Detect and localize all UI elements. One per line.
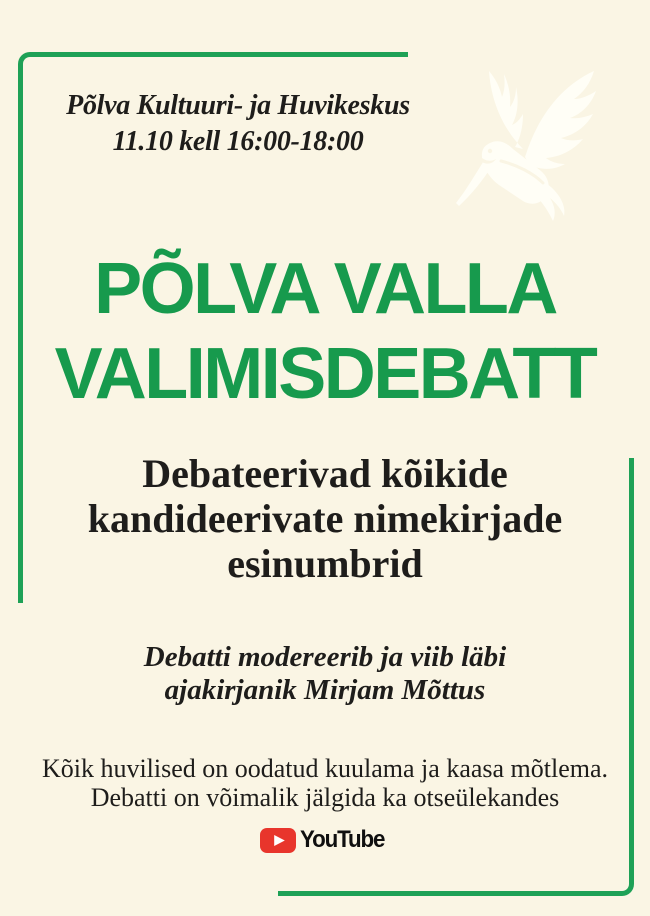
hummingbird-icon (443, 57, 613, 232)
poster-subtitle (25, 451, 625, 586)
moderator-line-1: Debatti modereerib ja viib läbi (143, 641, 507, 673)
title-line-1: PÕLVA VALLA (94, 249, 556, 329)
moderator-note (0, 641, 650, 707)
youtube-wordmark: YouTube (299, 826, 384, 853)
moderator-line-2: ajakirjanik Mirjam Mõttus (164, 674, 486, 706)
venue-line: Põlva Kultuuri- ja Huvikeskus (66, 90, 410, 121)
info-line-1: Kõik huvilised on oodatud kuulama ja kaasa mõtlema. (41, 754, 609, 783)
subtitle-line-3: esinumbrid (227, 541, 423, 586)
info-line-2: Debatti on võimalik jälgida ka otseülekandes (90, 783, 560, 812)
title-line-2: VALIMISDEBATT (54, 334, 596, 414)
youtube-logo (0, 826, 650, 854)
youtube-play-icon (260, 828, 296, 853)
datetime-line: 11.10 kell 16:00-18:00 (112, 126, 364, 157)
poster-title (0, 247, 650, 417)
event-header (22, 88, 454, 160)
audience-info (0, 754, 650, 812)
subtitle-line-2: kandideerivate nimekirjade (87, 496, 563, 541)
subtitle-line-1: Debateerivad kõikide (142, 451, 508, 496)
